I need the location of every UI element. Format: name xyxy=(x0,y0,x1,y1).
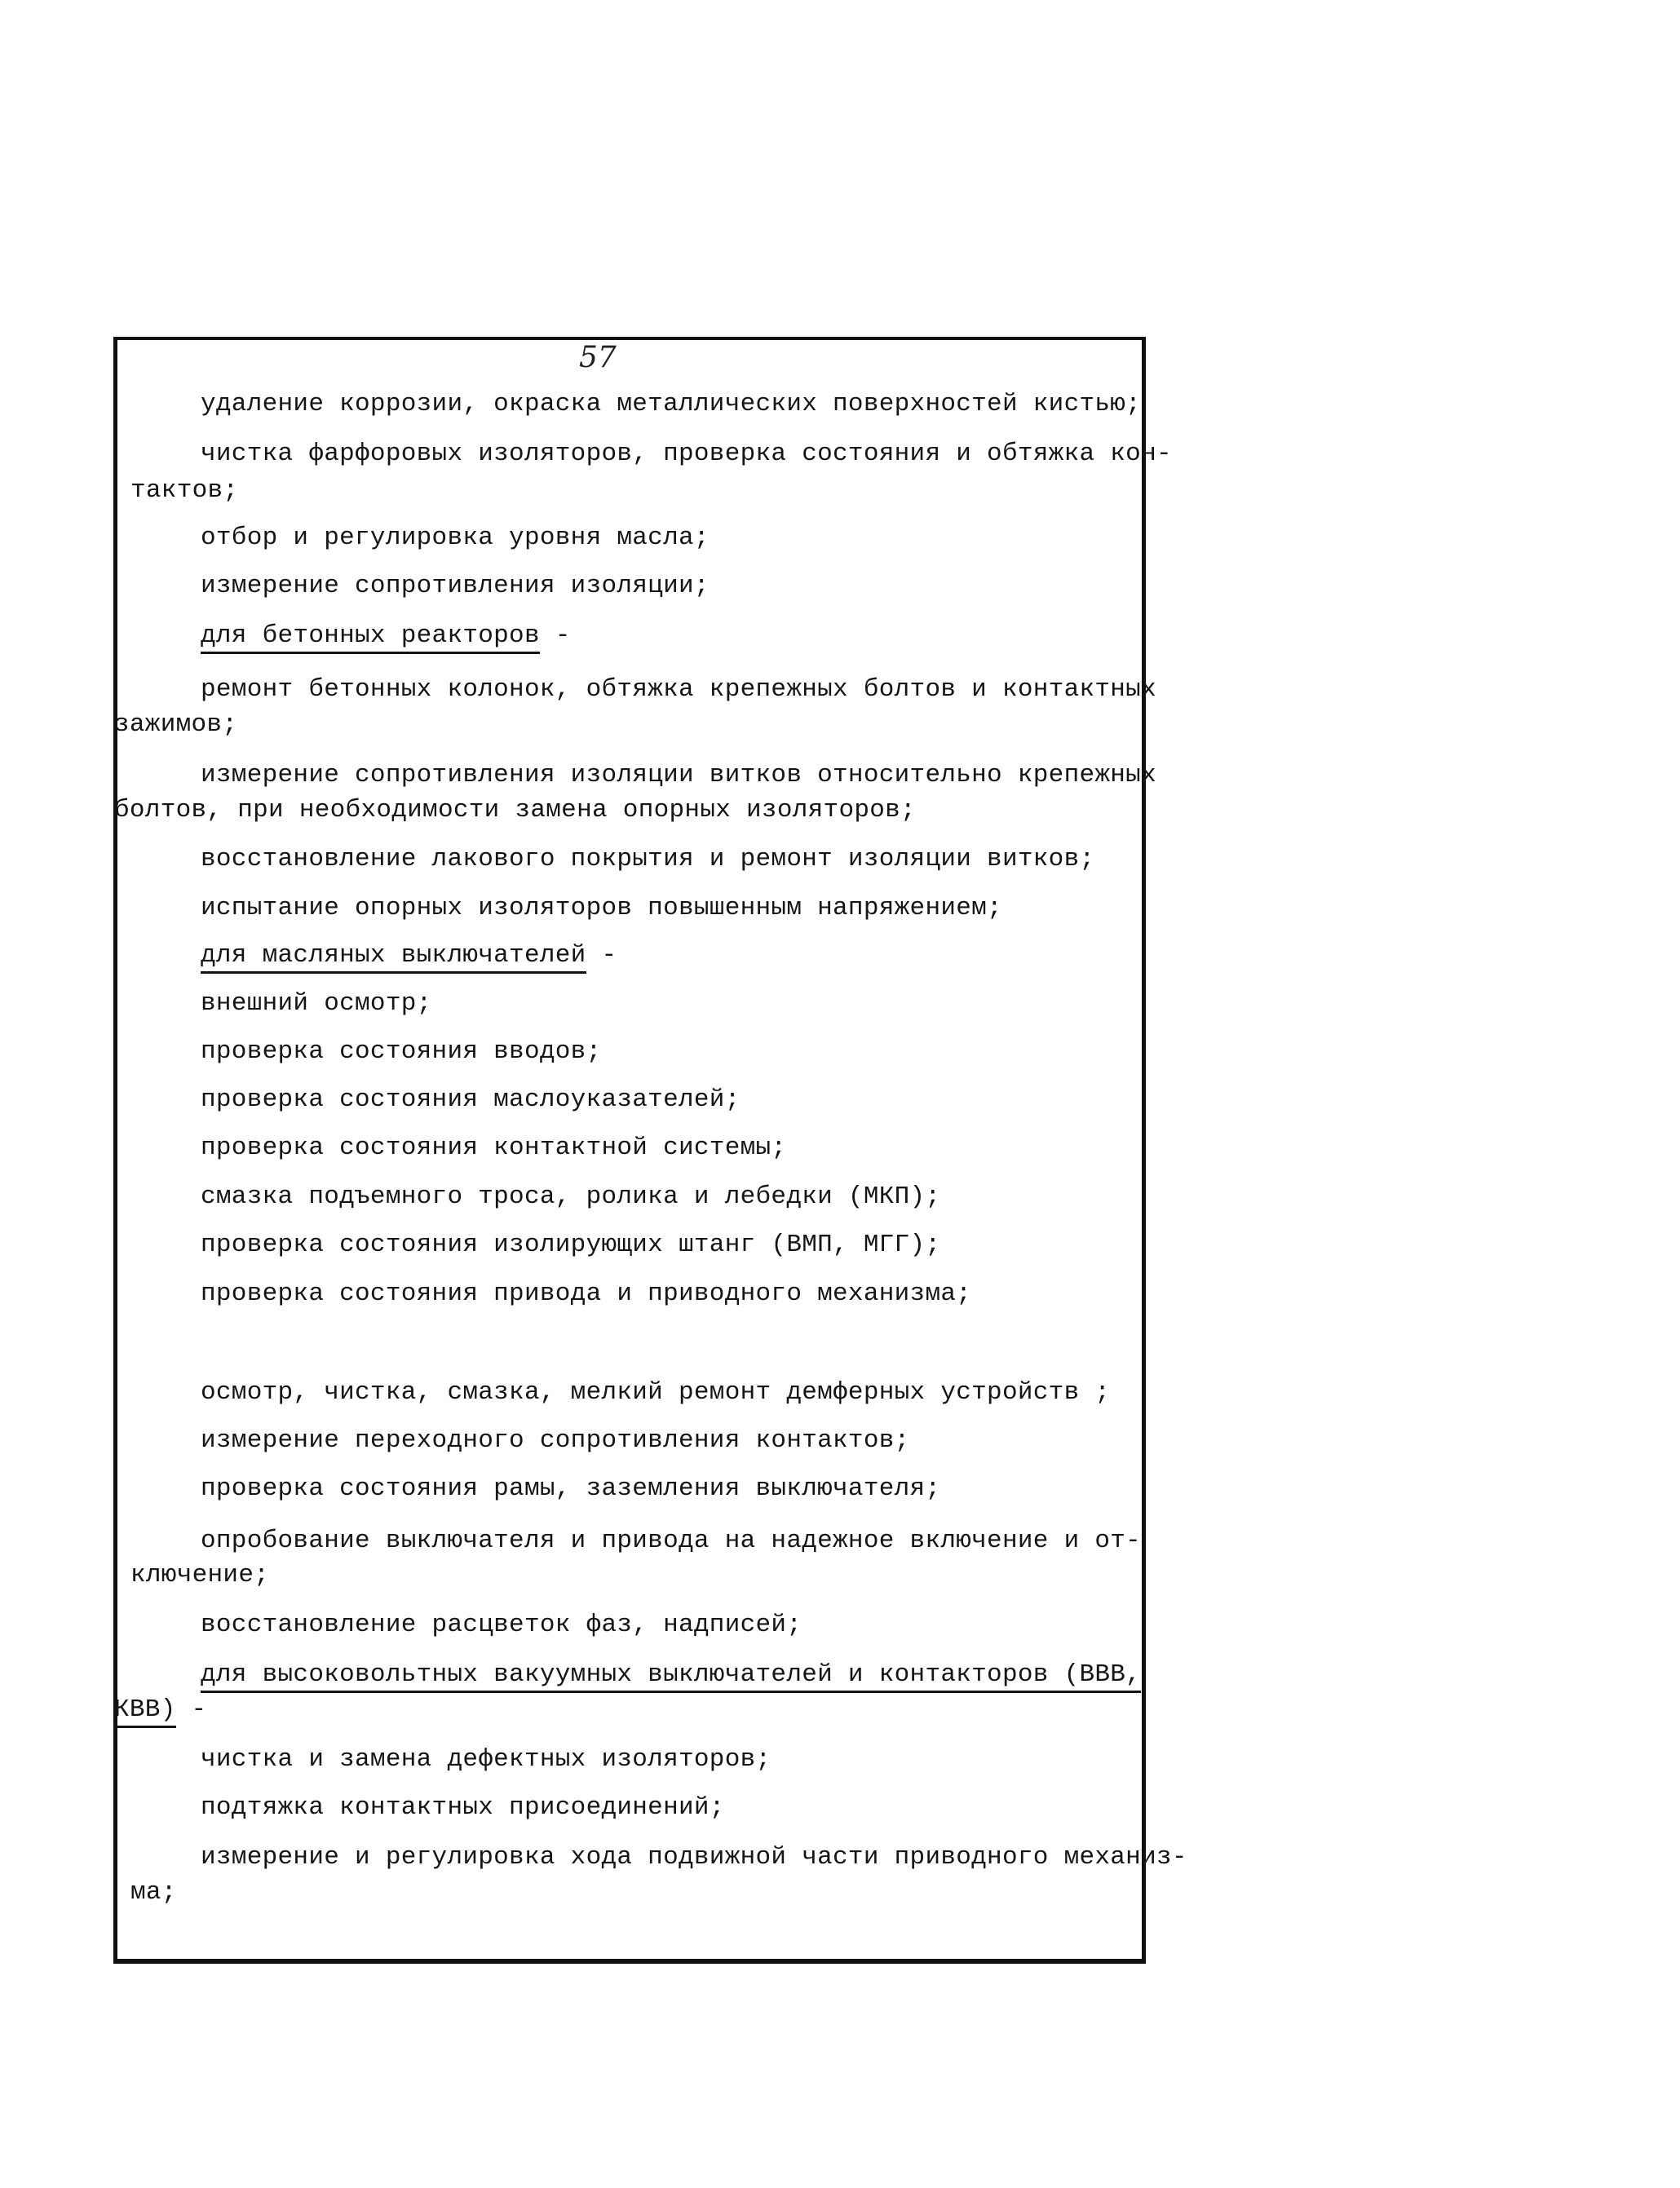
text-line: измерение и регулировка хода подвижной части приводного механиз- xyxy=(201,1843,1187,1872)
text-line: проверка состояния контактной системы; xyxy=(201,1134,787,1162)
text-line: восстановление расцветок фаз, надписей; xyxy=(201,1611,802,1639)
text-line: проверка состояния вводов; xyxy=(201,1037,602,1066)
text-line: осмотр, чистка, смазка, мелкий ремонт демферных устройств ; xyxy=(201,1378,1111,1407)
text-line: измерение сопротивления изоляции; xyxy=(201,572,710,600)
text-line: подтяжка контактных присоединений; xyxy=(201,1793,725,1822)
text-line: чистка и замена дефектных изоляторов; xyxy=(201,1745,771,1774)
section-heading-text: для масляных выключателей xyxy=(201,941,586,974)
section-heading-continuation xyxy=(114,1695,206,1724)
section-heading-dash: - xyxy=(601,941,617,970)
text-line: внешний осмотр; xyxy=(201,989,432,1018)
section-heading-dash: - xyxy=(555,621,571,650)
text-line: чистка фарфоровых изоляторов, проверка состояния и обтяжка кон- xyxy=(201,440,1172,468)
text-line: тактов; xyxy=(130,476,239,505)
text-line: ремонт бетонных колонок, обтяжка крепежных болтов и контактных xyxy=(201,675,1156,704)
text-line: ключение; xyxy=(130,1561,270,1589)
section-heading-text: для бетонных реакторов xyxy=(201,621,540,654)
text-line: измерение сопротивления изоляции витков относительно крепежных xyxy=(201,761,1156,789)
text-line: опробование выключателя и привода на надежное включение и от- xyxy=(201,1527,1142,1555)
text-line: восстановление лакового покрытия и ремонт изоляции витков; xyxy=(201,845,1095,873)
section-heading xyxy=(201,1660,1141,1689)
page-number: 57 xyxy=(579,341,617,374)
section-heading-dash: - xyxy=(191,1695,207,1724)
text-line: измерение переходного сопротивления контактов; xyxy=(201,1426,910,1455)
text-line: болтов, при необходимости замена опорных изоляторов; xyxy=(114,796,916,824)
text-line: удаление коррозии, окраска металлических поверхностей кистью; xyxy=(201,390,1142,418)
text-line: проверка состояния изолирующих штанг (ВМП, МГГ); xyxy=(201,1231,941,1259)
text-line: смазка подъемного троса, ролика и лебедки (МКП); xyxy=(201,1182,941,1211)
text-line: ма; xyxy=(130,1878,177,1907)
section-heading xyxy=(201,621,571,650)
section-heading xyxy=(201,941,617,970)
text-line: проверка состояния рамы, заземления выключателя; xyxy=(201,1474,941,1503)
section-heading-text: для высоковольтных вакуумных выключателей и контакторов (ВВВ, xyxy=(201,1660,1141,1693)
text-line: проверка состояния привода и приводного механизма; xyxy=(201,1280,972,1308)
text-line: испытание опорных изоляторов повышенным напряжением; xyxy=(201,894,1002,922)
text-line: зажимов; xyxy=(114,710,238,739)
text-line: отбор и регулировка уровня масла; xyxy=(201,524,710,552)
text-line: проверка состояния маслоуказателей; xyxy=(201,1085,741,1114)
section-heading-text: КВВ) xyxy=(114,1695,176,1728)
